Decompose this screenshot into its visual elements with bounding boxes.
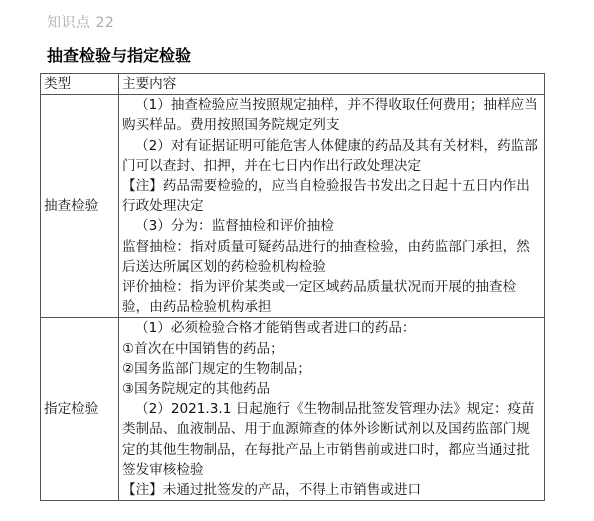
content-line: （1）必须检验合格才能销售或者进口的药品： <box>135 320 416 337</box>
row-type-sampling: 抽查检验 <box>41 95 119 318</box>
content-line: ②国务监部门规定的生物制品； <box>122 360 311 377</box>
row-content-sampling <box>119 95 545 318</box>
inspection-table <box>40 73 545 501</box>
content-line: ①首次在中国销售的药品； <box>122 340 284 357</box>
column-header-type: 类型 <box>41 74 119 95</box>
table-row <box>41 318 545 501</box>
content-line: 评价抽检：指为评价某类或一定区域药品质量状况而开展的抽查检验，由药品检验机构承担 <box>122 279 517 316</box>
table-header-row <box>41 74 545 95</box>
row-content-designated <box>119 318 545 501</box>
content-line: （1）抽查检验应当按照规定抽样，并不得收取任何费用；抽样应当购买样品。费用按照国务院规定列支 <box>122 97 538 134</box>
content-line: （2）2021.3.1 日起施行《生物制品批签发管理办法》规定：疫苗类制品、血液制品、用于血源筛查的体外诊断试剂以及国药监部门规定的其他生物制品，在每批产品上市销售前或进口时，都应当通过批签发审核检验 <box>122 401 535 478</box>
section-title: 抽查检验与指定检验 <box>47 46 192 65</box>
content-line: （2）对有证据证明可能危害人体健康的药品及其有关材料，药监部门可以查封、扣押，并在七日内作出行政处理决定 <box>122 137 538 174</box>
content-line-note: 【注】药品需要检验的，应当自检验报告书发出之日起十五日内作出行政处理决定 <box>122 178 530 215</box>
content-line: （3）分为：监督抽检和评价抽检 <box>135 218 334 235</box>
content-line: 监督抽检：指对质量可疑药品进行的抽查检验，由药监部门承担，然后送达所属区划的药检验机构检验 <box>122 238 530 275</box>
column-header-content: 主要内容 <box>119 74 545 95</box>
content-line: ③国务院规定的其他药品 <box>122 381 271 398</box>
content-line-note: 【注】未通过批签发的产品，不得上市销售或进口 <box>122 482 422 499</box>
table-row <box>41 95 545 318</box>
row-type-designated: 指定检验 <box>41 318 119 501</box>
knowledge-point-label: 知识点 22 <box>47 15 115 31</box>
